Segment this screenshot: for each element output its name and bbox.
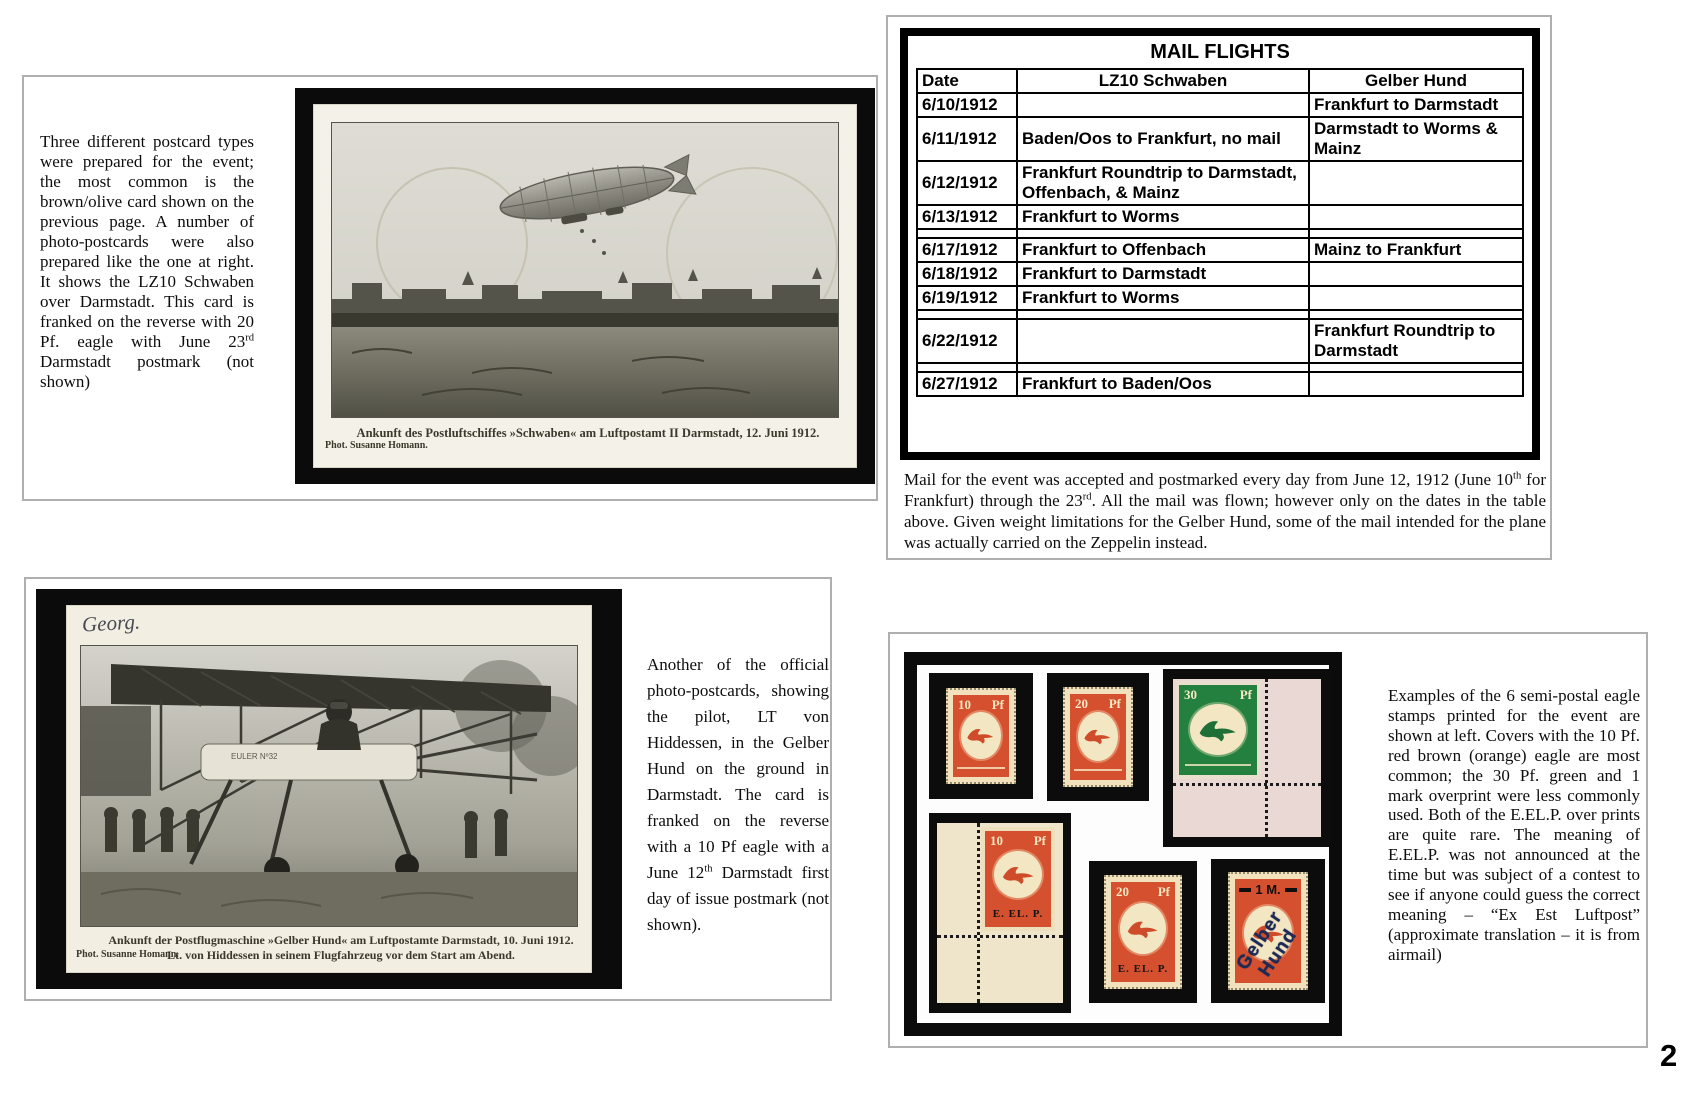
table-cell bbox=[917, 229, 1017, 238]
table-cell: 6/27/1912 bbox=[917, 372, 1017, 396]
table-header-row bbox=[917, 69, 1523, 93]
stamp-denomination bbox=[1075, 696, 1121, 712]
stamp-10pf-eelp-ink bbox=[985, 831, 1051, 927]
col-header-lz10: LZ10 Schwaben bbox=[1017, 69, 1309, 93]
surcharge-bar bbox=[1285, 888, 1297, 892]
stamps-section bbox=[888, 632, 1648, 1048]
mail-flights-table bbox=[916, 68, 1524, 397]
gelber-hund-overprint: Gelber Hund bbox=[1232, 907, 1302, 981]
table-cell: 6/11/1912 bbox=[917, 117, 1017, 161]
table-cell bbox=[1309, 372, 1523, 396]
perforation-line bbox=[1173, 783, 1321, 786]
stamp-10pf-ink bbox=[953, 695, 1009, 777]
stamp-denomination bbox=[1116, 884, 1170, 900]
handwriting-note: Georg. bbox=[81, 609, 141, 637]
table-cell: 6/13/1912 bbox=[917, 205, 1017, 229]
stamp-20pf-eelp bbox=[1104, 875, 1182, 989]
table-cell: Darmstadt to Worms & Mainz bbox=[1309, 117, 1523, 161]
table-cell: 6/19/1912 bbox=[917, 286, 1017, 310]
zeppelin-photo bbox=[332, 123, 839, 418]
stamp-value: 10 bbox=[958, 697, 971, 712]
stamp-value: 20 bbox=[1116, 884, 1129, 899]
stamp-mount bbox=[1047, 673, 1149, 801]
table-cell: Frankfurt to Worms bbox=[1017, 286, 1309, 310]
table-cell bbox=[1309, 310, 1523, 319]
table-row bbox=[917, 286, 1523, 310]
stamps-paragraph: Examples of the 6 semi-postal eagle stamps printed for the event are shown at left. Covers with the 10 Pf. red brown (orange) eagle are most common; the 30 Pf. green and 1 mark overprint were less commonly used. Both of the E.EL.P. over prints are quite rare. The meaning of E.EL.P. was not announced at the time but was subject of a contest to see if anyone could guess the correct meaning – “Ex Est Luftpost” (approximate translation – it is from airmail) bbox=[1388, 686, 1640, 964]
stamp-30pf-ink bbox=[1179, 685, 1257, 775]
table-cell: Frankfurt to Darmstadt bbox=[1017, 262, 1309, 286]
stamp-unit: Pf bbox=[1239, 687, 1252, 702]
stamp-10pf-eelp bbox=[981, 827, 1055, 931]
table-cell bbox=[1309, 286, 1523, 310]
zeppelin-postcard bbox=[313, 104, 857, 468]
perforation-line bbox=[977, 823, 980, 1003]
stamp-baseline bbox=[1185, 764, 1251, 766]
zeppelin-caption: Ankunft des Postluftschiffes »Schwaben« am Luftpostamt II Darmstadt, 12. Juni 1912. bbox=[356, 426, 820, 440]
eagle-icon bbox=[964, 719, 997, 752]
table-cell: 6/17/1912 bbox=[917, 238, 1017, 262]
mail-flights-section bbox=[886, 15, 1552, 560]
stamp-1m-gelber-hund bbox=[1228, 872, 1308, 990]
plane-postcard-frame bbox=[36, 589, 622, 989]
stamp-denomination bbox=[958, 697, 1004, 713]
table-row bbox=[917, 93, 1523, 117]
plane-caption-line2: Lt. von Hiddessen in seinem Flugfahrzeug vor dem Start am Abend. bbox=[167, 948, 515, 962]
stamp-value: 10 bbox=[990, 833, 1003, 848]
mail-note-paragraph: Mail for the event was accepted and postmarked every day from June 12, 1912 (June 10th for Frankfurt) through the 23rd. All the mail was flown; however only on the dates in the table above. Given weight limitations for the Gelber Hund, some of the mail intended for the plane was actually carried on the Zeppelin instead. bbox=[904, 470, 1546, 552]
eagle-icon bbox=[1195, 712, 1241, 748]
col-header-date: Date bbox=[917, 69, 1017, 93]
table-cell bbox=[1017, 310, 1309, 319]
perforation-line bbox=[1265, 679, 1268, 837]
table-cell: Frankfurt to Baden/Oos bbox=[1017, 372, 1309, 396]
table-cell: Frankfurt Roundtrip to Darmstadt, Offenbach, & Mainz bbox=[1017, 161, 1309, 205]
plane-photo-area bbox=[80, 645, 578, 927]
stamp-20pf-ink bbox=[1070, 694, 1126, 780]
stamp-baseline bbox=[957, 767, 1004, 769]
plane-photo bbox=[81, 646, 578, 927]
table-cell bbox=[1017, 229, 1309, 238]
stamp-overprint: E. EL. P. bbox=[1117, 963, 1169, 975]
table-cell: Frankfurt to Worms bbox=[1017, 205, 1309, 229]
table-row bbox=[917, 372, 1523, 396]
table-cell: Frankfurt to Offenbach bbox=[1017, 238, 1309, 262]
stamp-30pf-corner-piece bbox=[1173, 679, 1321, 837]
stamp-1m-surcharge bbox=[1239, 882, 1297, 897]
table-cell bbox=[1309, 229, 1523, 238]
plane-paragraph: Another of the official photo-postcards, showing the pilot, LT von Hiddessen, in the Gelber Hund on the ground in Darmstadt. The card is franked on the reverse with a 10 Pf eagle with a June 12th Darmstadt first day of issue postmark (not shown). bbox=[647, 655, 829, 934]
table-cell bbox=[1309, 205, 1523, 229]
stamp-1m-ink bbox=[1232, 879, 1302, 983]
table-cell: Mainz to Frankfurt bbox=[1309, 238, 1523, 262]
table-cell bbox=[1309, 161, 1523, 205]
table-cell: Frankfurt Roundtrip to Darmstadt bbox=[1309, 319, 1523, 363]
table-cell bbox=[1309, 363, 1523, 372]
table-row bbox=[917, 238, 1523, 262]
table-cell bbox=[1017, 319, 1309, 363]
plane-postcard bbox=[66, 605, 592, 973]
stamps-panel-inner bbox=[917, 665, 1329, 1023]
table-cell: 6/12/1912 bbox=[917, 161, 1017, 205]
table-cell: Frankfurt to Darmstadt bbox=[1309, 93, 1523, 117]
table-cell bbox=[1017, 363, 1309, 372]
stamp-20pf-eelp-ink bbox=[1111, 882, 1175, 982]
stamp-baseline bbox=[1074, 769, 1121, 771]
stamp-unit: Pf bbox=[1033, 833, 1046, 848]
mail-flights-table-box bbox=[900, 28, 1540, 460]
table-spacer-row bbox=[917, 229, 1523, 238]
table-row bbox=[917, 117, 1523, 161]
stamp-mount bbox=[929, 813, 1071, 1013]
table-spacer-row bbox=[917, 310, 1523, 319]
table-body bbox=[917, 93, 1523, 396]
page-number: 2 bbox=[1660, 1038, 1678, 1073]
stamp-value: 30 bbox=[1184, 687, 1197, 702]
stamp-10pf bbox=[946, 688, 1016, 784]
zeppelin-photo-area bbox=[331, 122, 839, 418]
stamp-eagle-oval bbox=[1190, 704, 1246, 755]
eagle-icon bbox=[1081, 719, 1114, 753]
plane-photo-credit: Phot. Susanne Homann. bbox=[76, 949, 179, 960]
table-row bbox=[917, 161, 1523, 205]
table-cell: Baden/Oos to Frankfurt, no mail bbox=[1017, 117, 1309, 161]
eagle-icon bbox=[999, 858, 1038, 891]
table-cell bbox=[917, 310, 1017, 319]
eagle-icon bbox=[1124, 911, 1162, 947]
surcharge-bar bbox=[1239, 888, 1251, 892]
table-cell bbox=[917, 363, 1017, 372]
zeppelin-postcard-frame bbox=[295, 88, 875, 484]
stamp-denomination bbox=[1184, 687, 1252, 703]
stamp-mount bbox=[1089, 861, 1197, 1003]
table-cell: 6/10/1912 bbox=[917, 93, 1017, 117]
stamp-eagle-oval bbox=[1078, 712, 1118, 761]
stamp-value: 20 bbox=[1075, 696, 1088, 711]
stamp-value: 1 M. bbox=[1255, 882, 1281, 897]
zeppelin-photo-credit: Phot. Susanne Homann. bbox=[325, 440, 428, 451]
stamp-mount bbox=[1211, 859, 1325, 1003]
stamp-unit: Pf bbox=[1157, 884, 1170, 899]
stamp-denomination bbox=[990, 833, 1046, 849]
table-row bbox=[917, 205, 1523, 229]
table-row bbox=[917, 319, 1523, 363]
stamp-mount bbox=[929, 673, 1033, 799]
stamp-10pf-eelp-corner-piece bbox=[937, 823, 1063, 1003]
stamp-overprint: E. EL. P. bbox=[992, 908, 1044, 921]
zeppelin-paragraph: Three different postcard types were prepared for the event; the most common is the brown/olive card shown on the previous page. A number of photo-postcards were also prepared like the one at right. It shows the LZ10 Schwaben over Darmstadt. This card is franked on the reverse with 20 Pf. eagle with June 23rd Darmstadt postmark (not shown) bbox=[40, 132, 254, 391]
table-cell: 6/22/1912 bbox=[917, 319, 1017, 363]
stamp-mount bbox=[1163, 669, 1331, 847]
table-row bbox=[917, 262, 1523, 286]
stamp-30pf bbox=[1175, 681, 1261, 779]
plane-caption-line1: Ankunft der Postflugmaschine »Gelber Hund« am Luftpostamte Darmstadt, 10. Juni 1912. bbox=[108, 933, 574, 947]
table-cell: 6/18/1912 bbox=[917, 262, 1017, 286]
stamp-unit: Pf bbox=[991, 697, 1004, 712]
stamp-20pf bbox=[1063, 687, 1133, 787]
table-cell bbox=[1309, 262, 1523, 286]
table-cell bbox=[1017, 93, 1309, 117]
col-header-gelber-hund: Gelber Hund bbox=[1309, 69, 1523, 93]
stamp-eagle-oval bbox=[1120, 903, 1166, 954]
mail-flights-title: MAIL FLIGHTS bbox=[1150, 41, 1290, 63]
stamp-eagle-oval bbox=[994, 851, 1042, 898]
plane-fuselage-label: EULER Nº32 bbox=[231, 752, 278, 761]
stamps-panel bbox=[904, 652, 1342, 1036]
perforation-line bbox=[937, 935, 1063, 938]
stamp-unit: Pf bbox=[1108, 696, 1121, 711]
table-spacer-row bbox=[917, 363, 1523, 372]
stamp-eagle-oval bbox=[961, 712, 1001, 759]
